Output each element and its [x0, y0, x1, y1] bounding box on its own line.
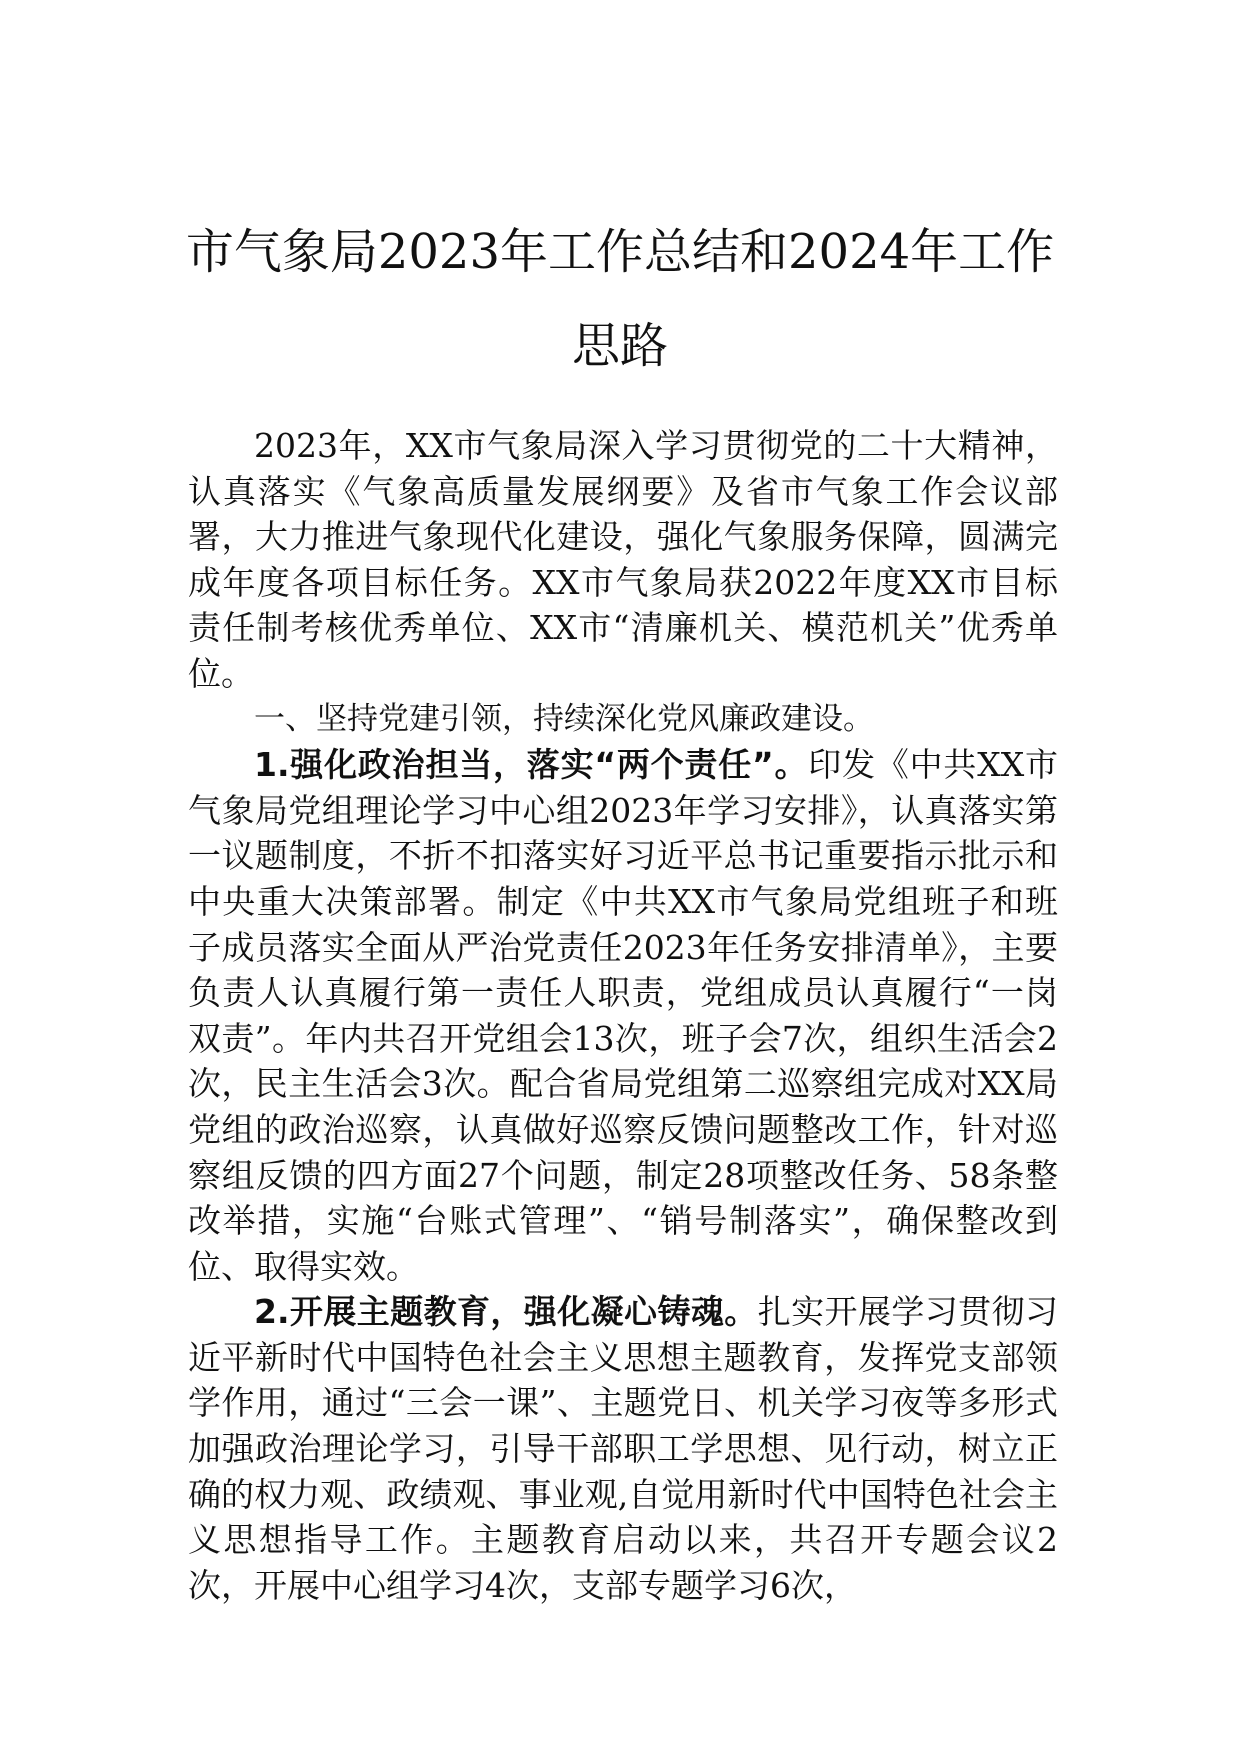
- item-paragraph-2: [188, 1289, 1058, 1608]
- item-paragraph-1: [188, 742, 1058, 1289]
- item-lead-2: 2.开展主题教育，强化凝心铸魂。: [254, 1292, 758, 1332]
- item-body-2: 扎实开展学习贯彻习近平新时代中国特色社会主义思想主题教育，发挥党支部领学作用，通过“三会一课”、主题党日、机关学习夜等多形式加强政治理论学习，引导干部职工学思想、见行动，树立正确的权力观、政绩观、事业观,自觉用新时代中国特色社会主义思想指导工作。主题教育启动以来，共召开专题会议2次，开展中心组学习4次，支部专题学习6次，: [188, 1292, 1059, 1605]
- document-body: [188, 423, 1058, 1608]
- item-lead-1: 1.强化政治担当，落实“两个责任”。: [254, 745, 809, 785]
- section-heading: 一、坚持党建引领，持续深化党风廉政建设。: [254, 700, 874, 737]
- document-title: 市气象局2023年工作总结和2024年工作思路: [185, 224, 1055, 374]
- intro-paragraph: 2023年，XX市气象局深入学习贯彻党的二十大精神，认真落实《气象高质量发展纲要》及省市气象工作会议部署，大力推进气象现代化建设，强化气象服务保障，圆满完成年度各项目标任务。XX市气象局获2022年度XX市目标责任制考核优秀单位、XX市“清廉机关、模范机关”优秀单位。: [188, 426, 1058, 693]
- item-body-1: 印发《中共XX市气象局党组理论学习中心组2023年学习安排》，认真落实第一议题制度，不折不扣落实好习近平总书记重要指示批示和中央重大决策部署。制定《中共XX市气象局党组班子和班子成员落实全面从严治党责任2023年任务安排清单》，主要负责人认真履行第一责任人职责，党组成员认真履行“一岗双责”。年内共召开党组会13次，班子会7次，组织生活会2次，民主生活会3次。配合省局党组第二巡察组完成对XX局党组的政治巡察，认真做好巡察反馈问题整改工作，针对巡察组反馈的四方面27个问题，制定28项整改任务、58条整改举措，实施“台账式管理”、“销号制落实”，确保整改到位、取得实效。: [188, 745, 1058, 1286]
